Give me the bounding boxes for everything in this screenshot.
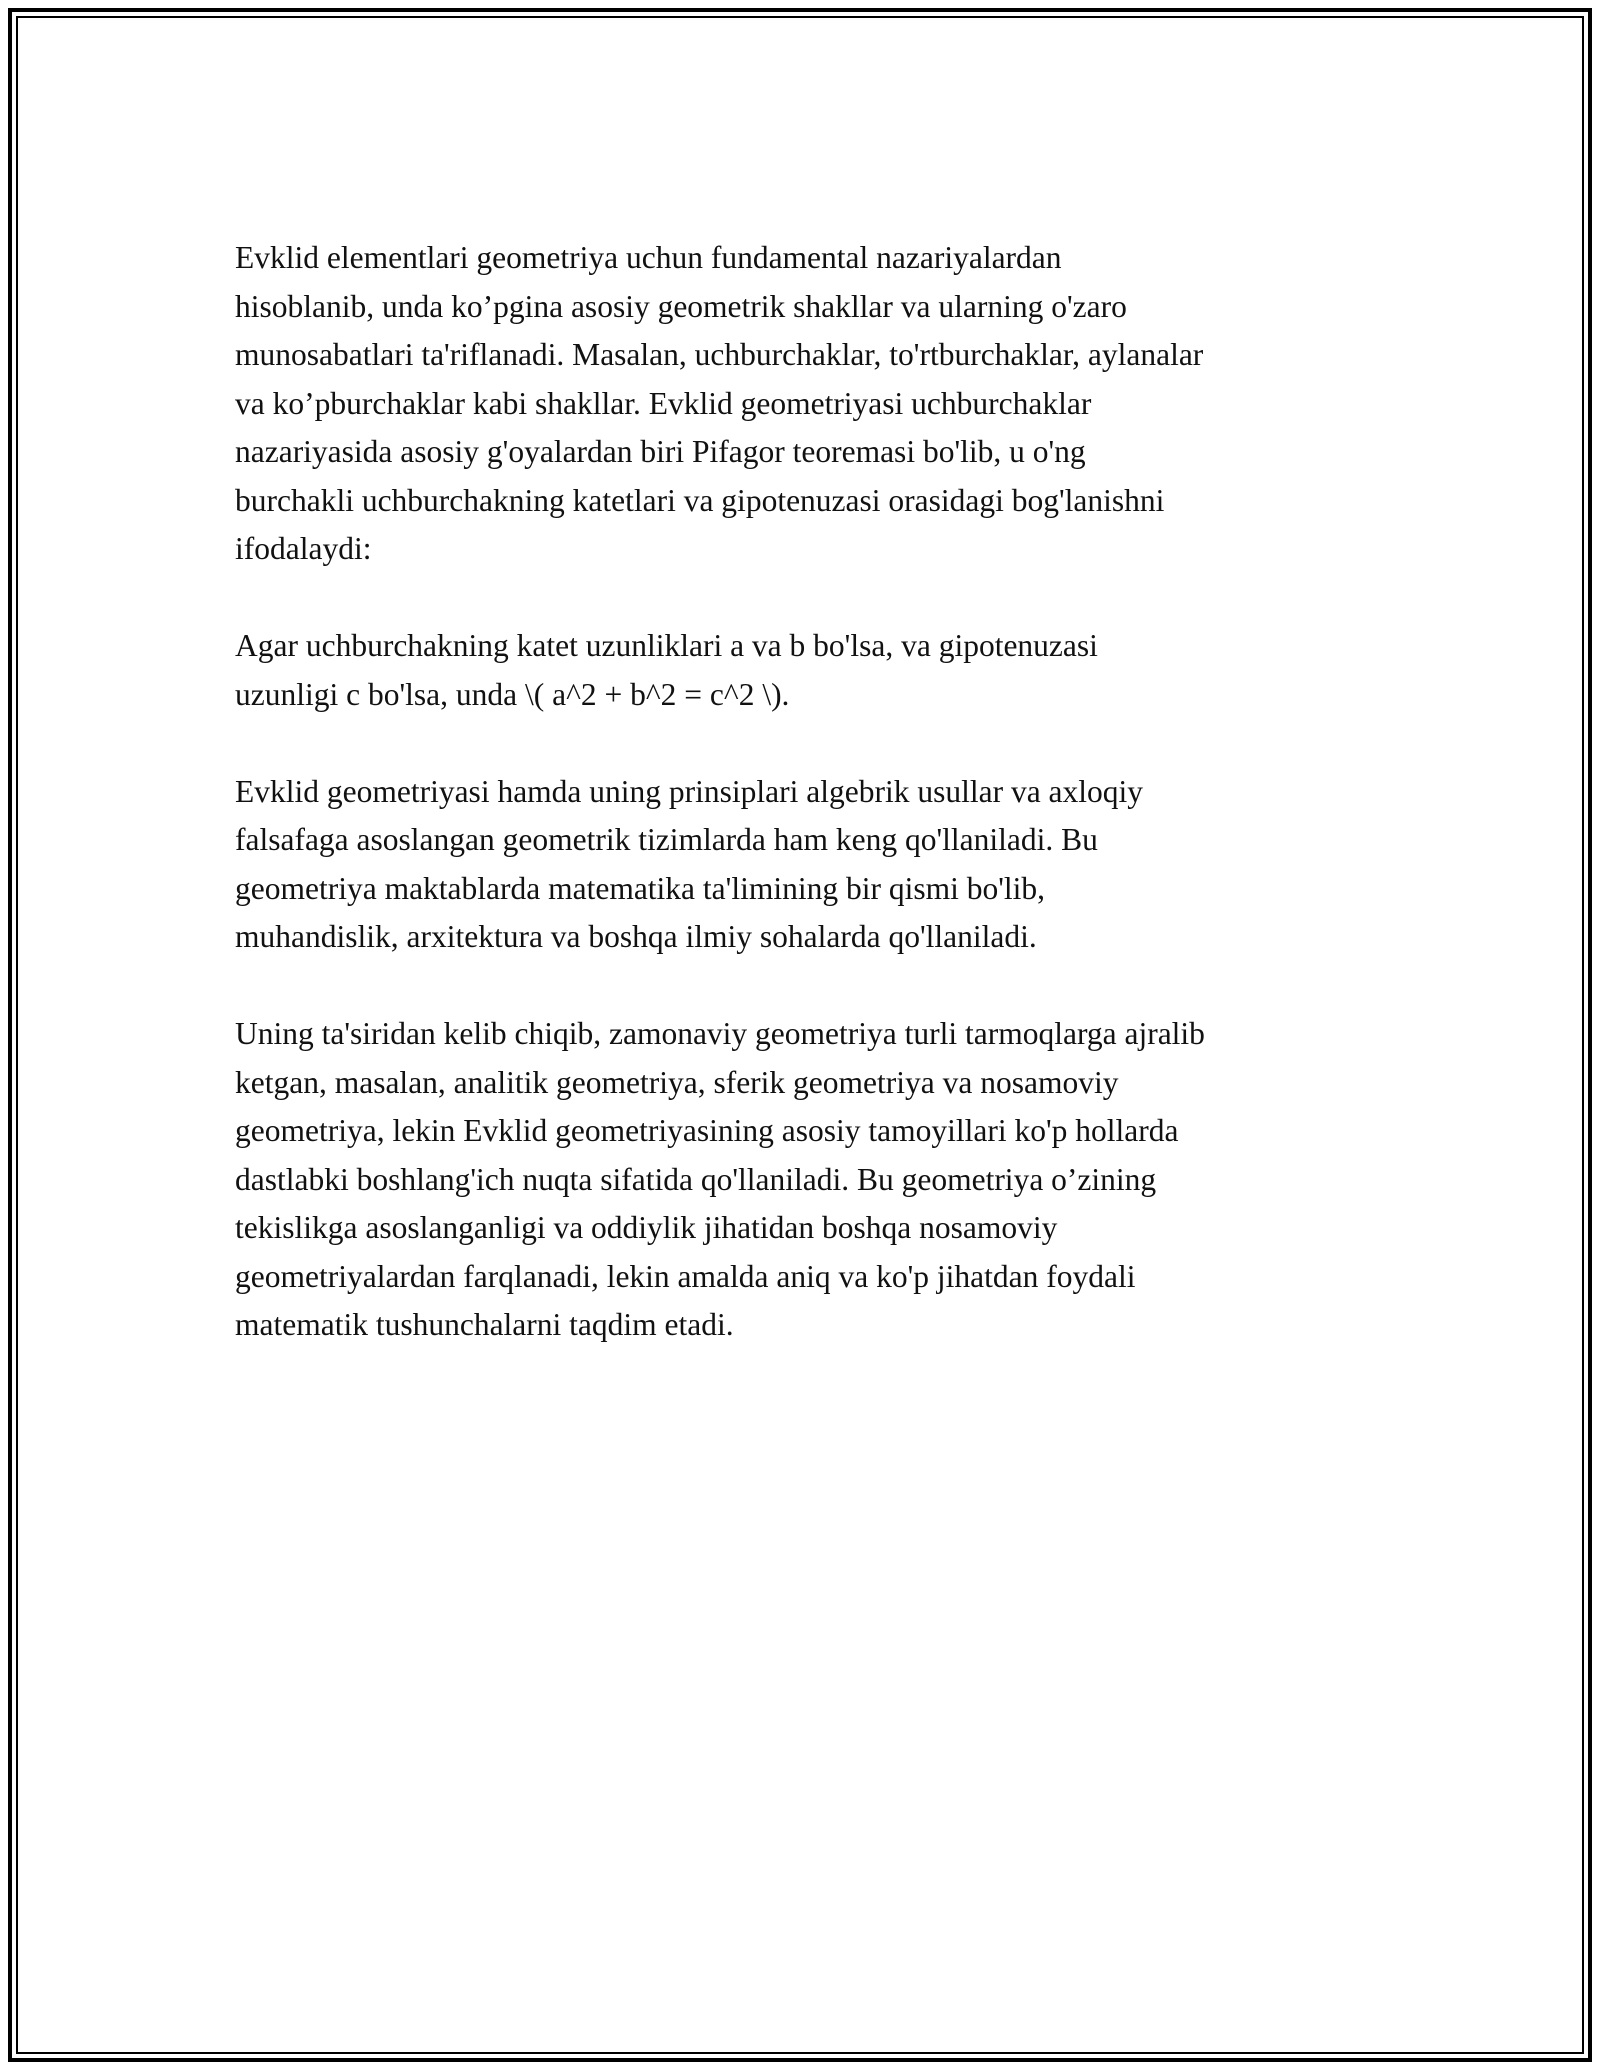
- text-line: Agar uchburchakning katet uzunliklari a va b bo'lsa, va gipotenuzasi: [235, 628, 1098, 663]
- text-line: muhandislik, arxitektura va boshqa ilmiy sohalarda qo'llaniladi.: [235, 919, 1037, 954]
- text-line: va ko’pburchaklar kabi shakllar. Evklid geometriyasi uchburchaklar: [235, 385, 1092, 421]
- text-line: geometriya, lekin Evklid geometriyasining asosiy tamoyillari ko'p hollarda: [235, 1113, 1179, 1148]
- document-body: [235, 234, 1375, 1398]
- text-line: geometriyalardan farqlanadi, lekin amalda aniq va ko'p jihatdan foydali: [235, 1258, 1136, 1294]
- text-line: hisoblanib, unda ko’pgina asosiy geometrik shakllar va ularning o'zaro: [235, 288, 1127, 324]
- text-line: burchakli uchburchakning katetlari va gipotenuzasi orasidagi bog'lanishni: [235, 482, 1165, 518]
- text-line: nazariyasida asosiy g'oyalardan biri Pifagor teoremasi bo'lib, u o'ng: [235, 434, 1086, 469]
- text-line: Uning ta'siridan kelib chiqib, zamonaviy geometriya turli tarmoqlarga ajralib: [235, 1016, 1205, 1051]
- text-line: geometriya maktablarda matematika ta'limining bir qismi bo'lib,: [235, 870, 1046, 906]
- text-line: dastlabki boshlang'ich nuqta sifatida qo'llaniladi. Bu geometriya o’zining: [235, 1161, 1157, 1197]
- text-line: uzunligi c bo'lsa, unda \( a^2 + b^2 = c^2 \).: [235, 676, 790, 712]
- text-line: Evklid geometriyasi hamda uning prinsiplari algebrik usullar va axloqiy: [235, 773, 1144, 809]
- text-line: matematik tushunchalarni taqdim etadi.: [235, 1307, 734, 1342]
- text-line: ketgan, masalan, analitik geometriya, sferik geometriya va nosamoviy: [235, 1064, 1119, 1100]
- text-line: ifodalaydi:: [235, 531, 372, 566]
- paragraph-modern-geometry: [235, 1010, 1375, 1350]
- paragraph-applications: [235, 768, 1375, 962]
- text-line: Evklid elementlari geometriya uchun fundamental nazariyalardan: [235, 240, 1062, 275]
- paragraph-formula: [235, 622, 1375, 719]
- text-line: falsafaga asoslangan geometrik tizimlarda ham keng qo'llaniladi. Bu: [235, 822, 1098, 857]
- text-line: tekislikga asoslanganligi va oddiylik jihatidan boshqa nosamoviy: [235, 1210, 1058, 1245]
- text-line: munosabatlari ta'riflanadi. Masalan, uchburchaklar, to'rtburchaklar, aylanalar: [235, 337, 1204, 372]
- paragraph-pythagoras-intro: [235, 234, 1375, 574]
